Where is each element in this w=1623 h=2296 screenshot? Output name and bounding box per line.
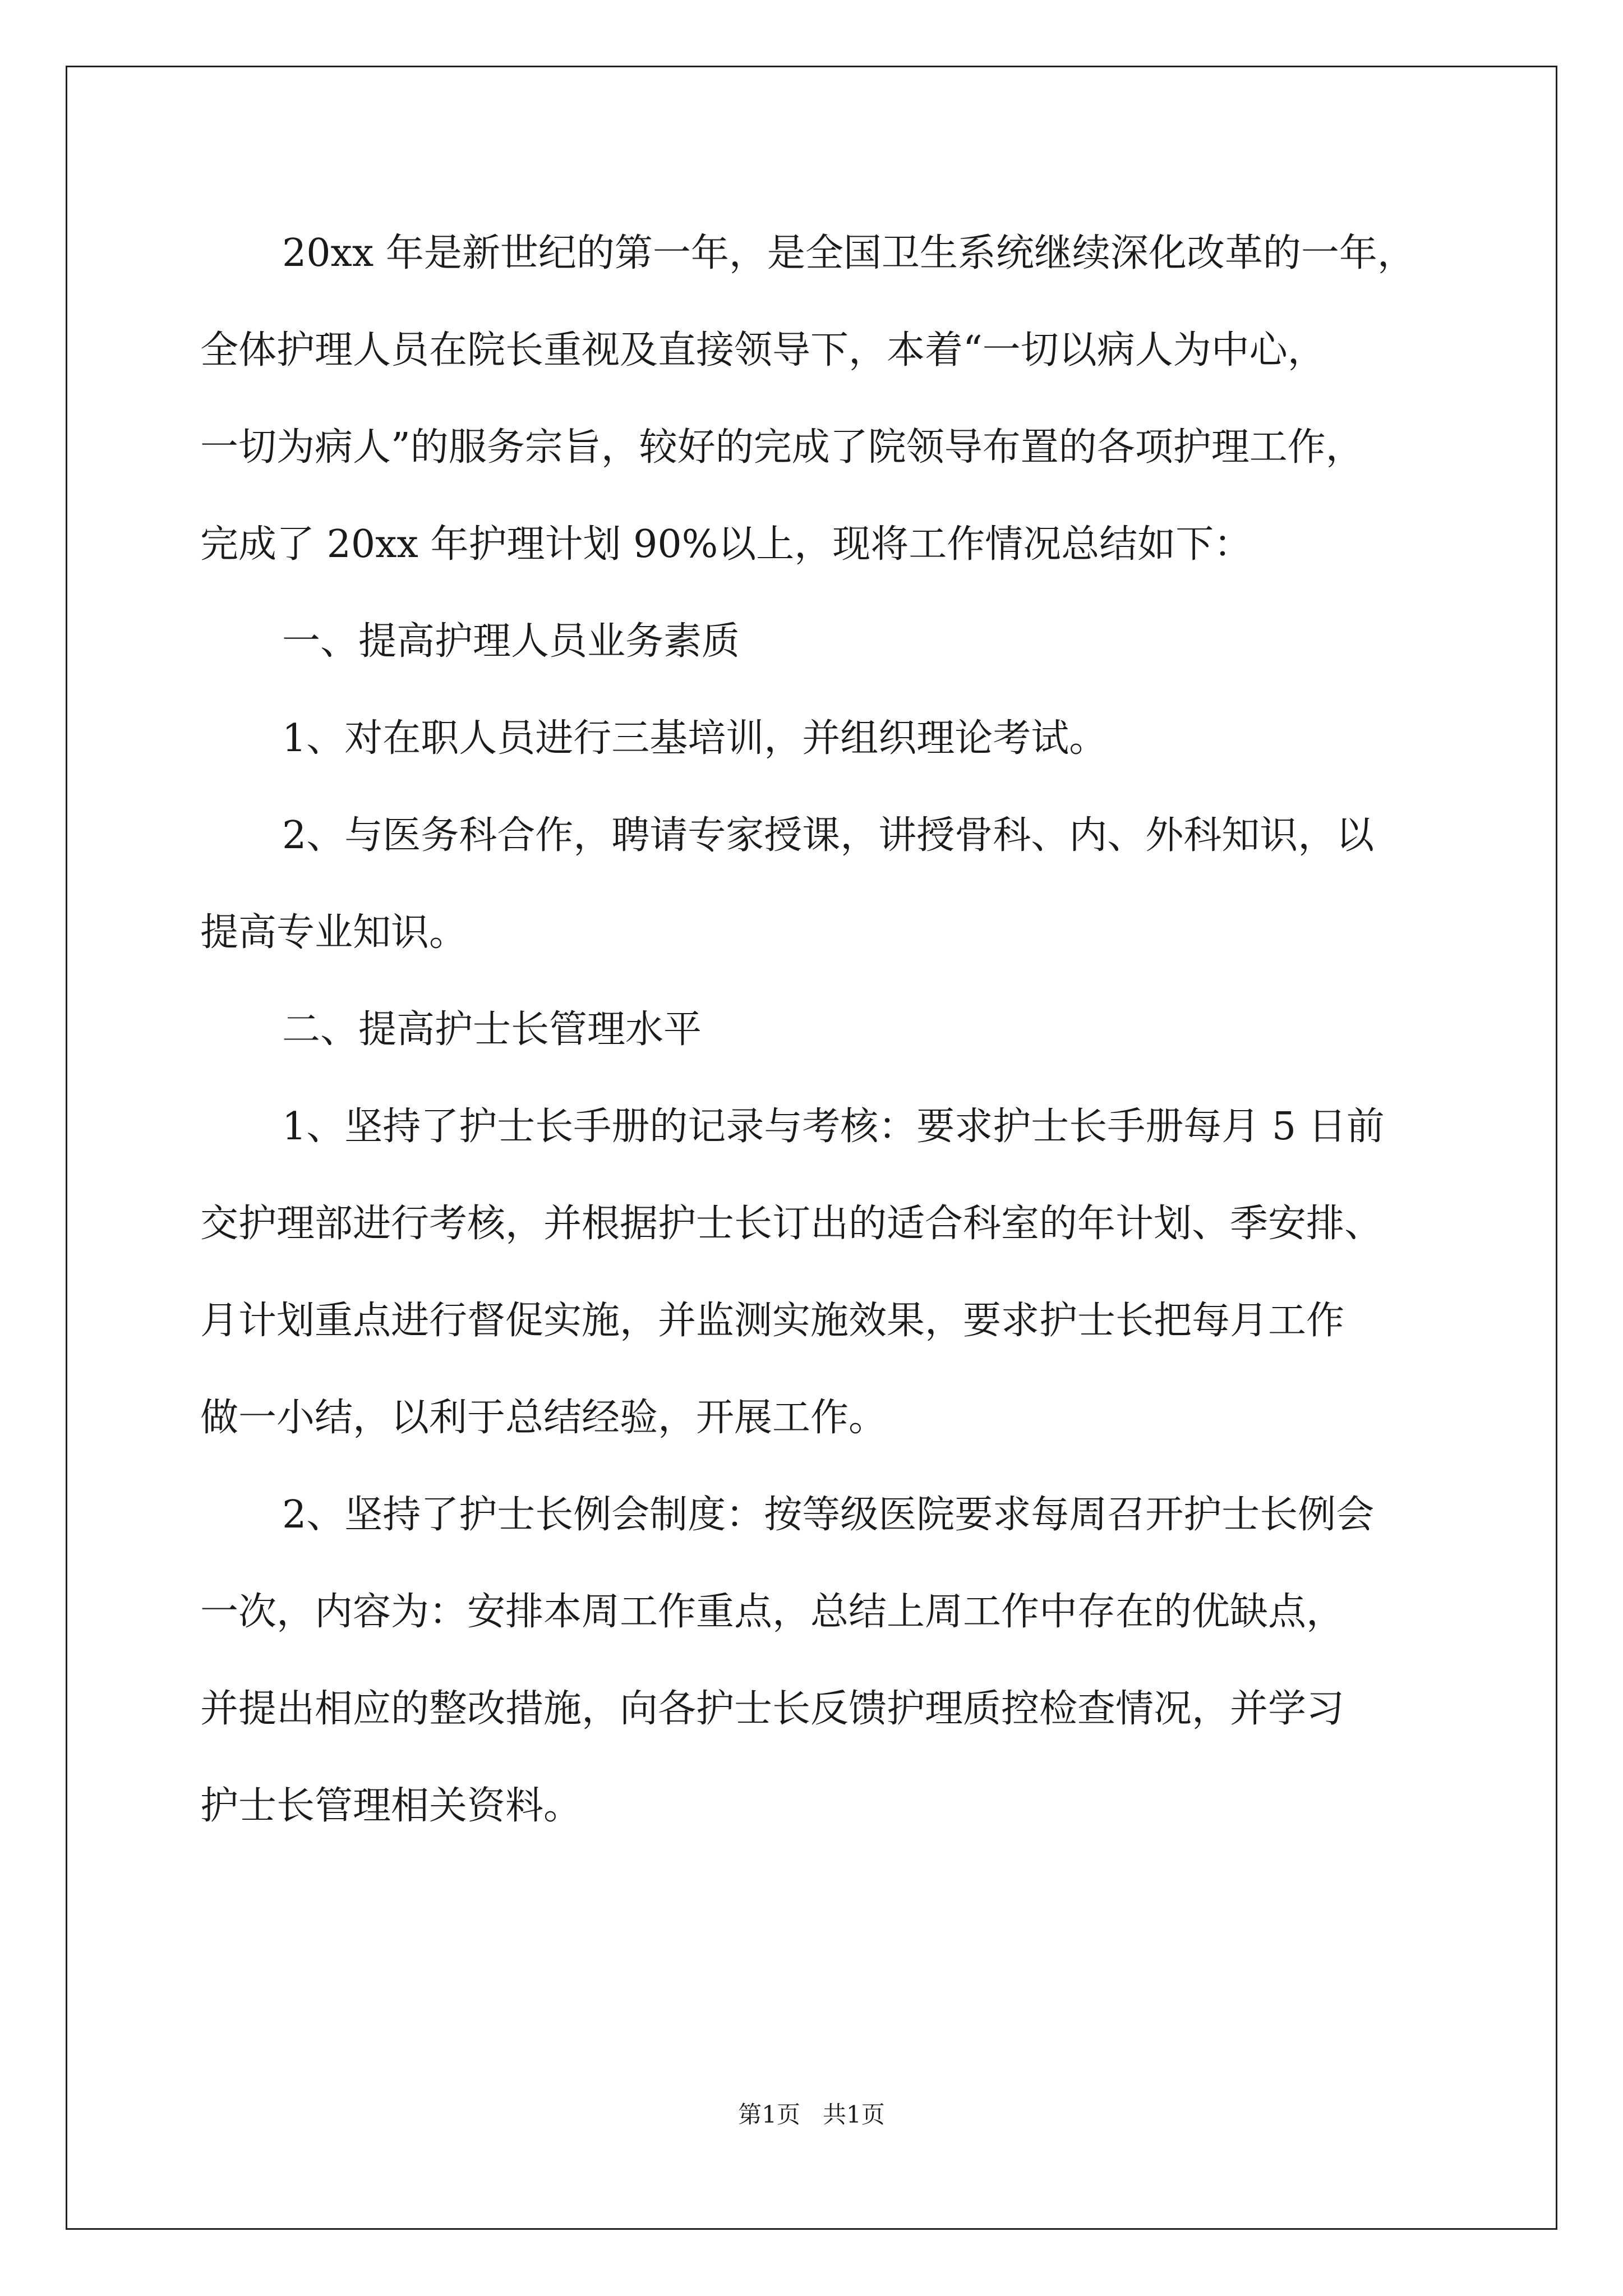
section-heading: 一、提高护理人员业务素质 [282, 619, 740, 664]
text-line: 1、对在职人员进行三基培训，并组织理论考试。 [282, 716, 1108, 761]
text-line: 一次，内容为：安排本周工作重点，总结上周工作中存在的优缺点， [200, 1590, 1345, 1634]
document-body [200, 205, 1456, 1855]
text-line: 一切为病人”的服务宗旨，较好的完成了院领导布置的各项护理工作， [200, 425, 1364, 470]
text-line: 完成了 20xx 年护理计划 90%以上，现将工作情况总结如下： [200, 522, 1252, 567]
text-line: 交护理部进行考核，并根据护士长订出的适合科室的年计划、季安排、 [200, 1202, 1383, 1246]
text-line: 20xx 年是新世纪的第一年，是全国卫生系统继续深化改革的一年， [282, 231, 1415, 275]
text-line: 并提出相应的整改措施，向各护士长反馈护理质控检查情况，并学习 [200, 1687, 1345, 1731]
text-line: 护士长管理相关资料。 [200, 1784, 582, 1828]
section-heading: 二、提高护士长管理水平 [282, 1007, 702, 1052]
text-line: 提高专业知识。 [200, 910, 468, 955]
page-footer: 第1页 共1页 [738, 2101, 885, 2128]
text-line: 2、与医务科合作，聘请专家授课，讲授骨科、内、外科知识，以 [282, 813, 1375, 858]
text-line: 全体护理人员在院长重视及直接领导下，本着“一切以病人为中心， [200, 328, 1326, 372]
text-line: 1、坚持了护士长手册的记录与考核：要求护士长手册每月 5 日前 [282, 1105, 1385, 1149]
text-line: 做一小结，以利于总结经验，开展工作。 [200, 1396, 887, 1440]
text-line: 月计划重点进行督促实施，并监测实施效果，要求护士长把每月工作 [200, 1299, 1345, 1343]
text-line: 2、坚持了护士长例会制度：按等级医院要求每周召开护士长例会 [282, 1493, 1375, 1537]
